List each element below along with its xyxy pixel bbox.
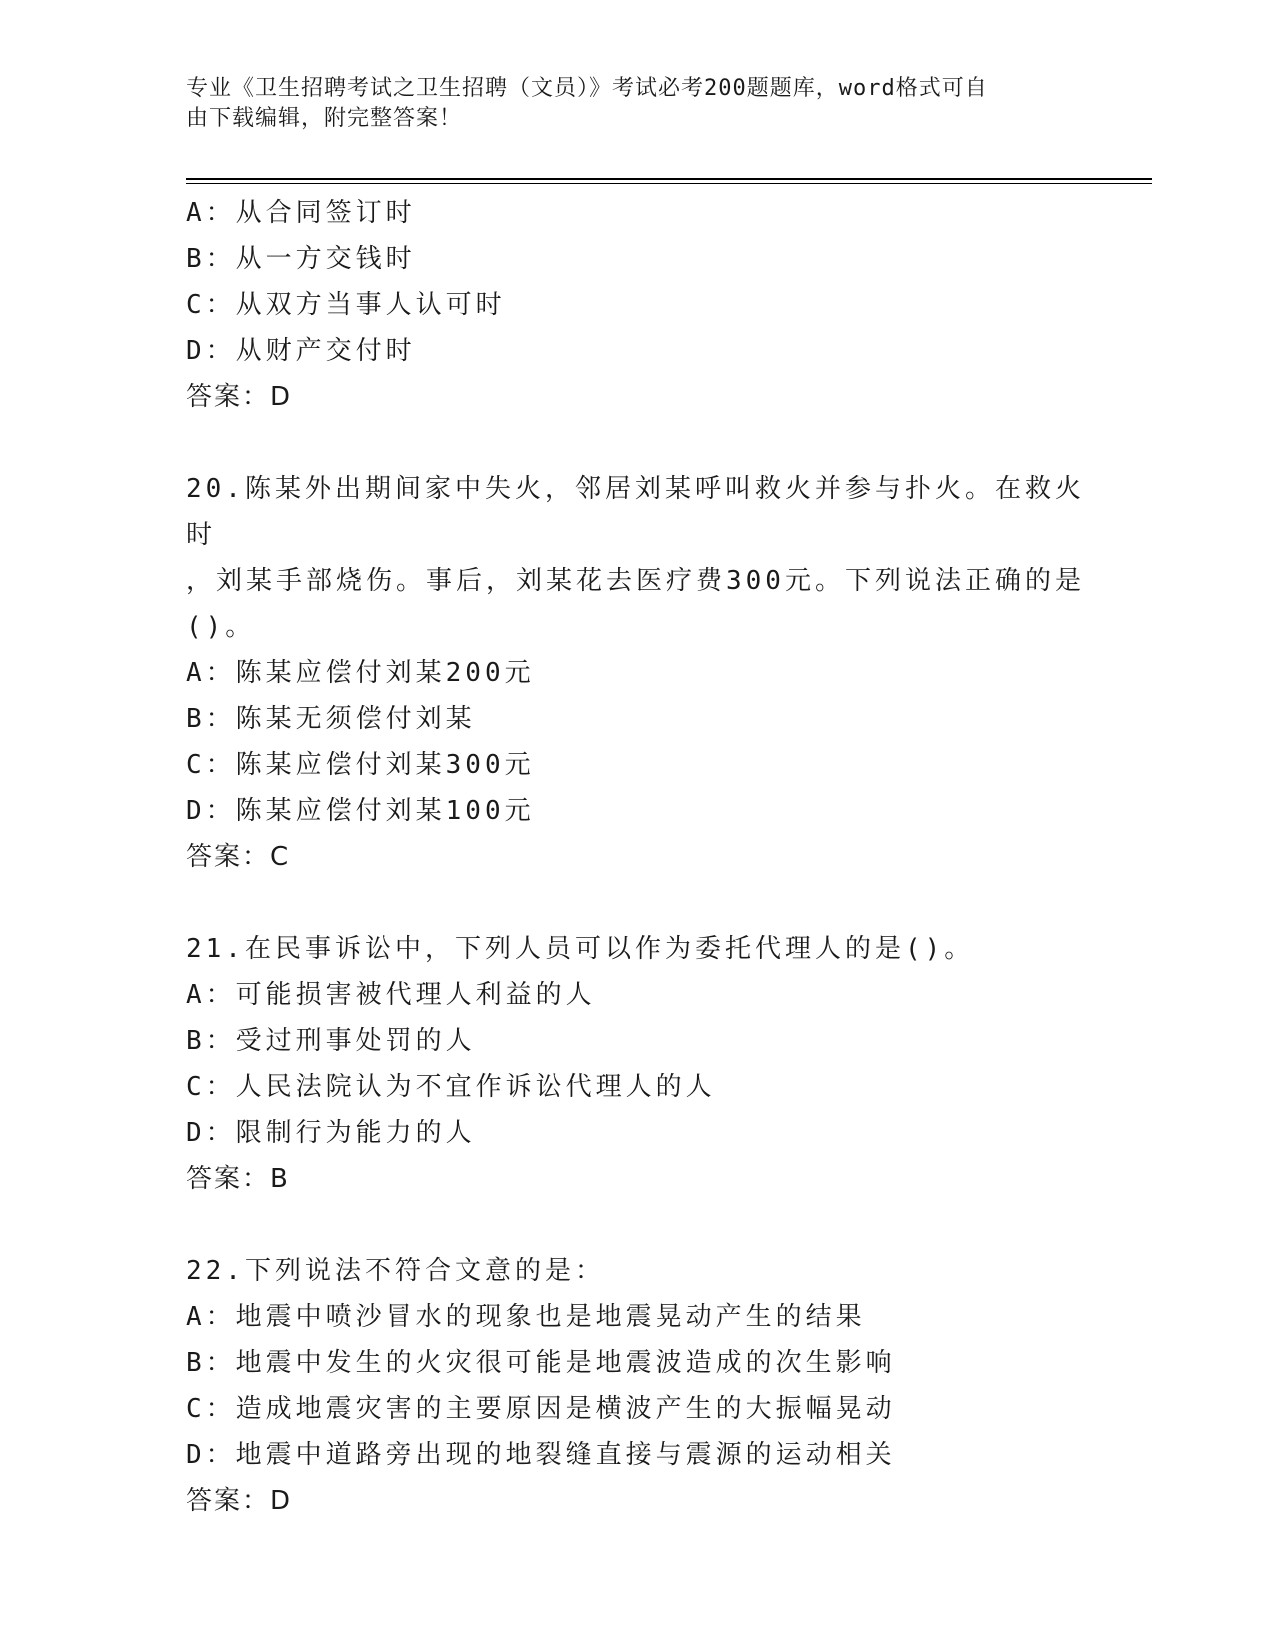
option-a: A：地震中喷沙冒水的现象也是地震晃动产生的结果 xyxy=(186,1302,866,1332)
answer: 答案：D xyxy=(186,382,293,412)
answer: 答案：C xyxy=(186,842,291,872)
spacer xyxy=(186,1202,1106,1248)
answer: 答案：B xyxy=(186,1164,290,1194)
option-b: B：地震中发生的火灾很可能是地震波造成的次生影响 xyxy=(186,1348,896,1378)
stem-line: 22.下列说法不符合文意的是： xyxy=(186,1256,605,1286)
option-a: A：陈某应偿付刘某200元 xyxy=(186,658,535,688)
question-21 xyxy=(186,926,1106,1202)
header-divider-thick xyxy=(186,178,1152,180)
option-b: B：陈某无须偿付刘某 xyxy=(186,704,476,734)
option-d: D：限制行为能力的人 xyxy=(186,1118,476,1148)
stem-line: 21.在民事诉讼中，下列人员可以作为委托代理人的是()。 xyxy=(186,934,975,964)
stem-line: ()。 xyxy=(186,612,256,642)
stem-line: 20.陈某外出期间家中失火，邻居刘某呼叫救火并参与扑火。在救火时 xyxy=(186,474,1085,550)
question-20 xyxy=(186,466,1106,880)
option-d: D：陈某应偿付刘某100元 xyxy=(186,796,535,826)
question-19 xyxy=(186,190,1106,420)
question-list xyxy=(186,190,1106,1524)
spacer xyxy=(186,420,1106,466)
answer: 答案：D xyxy=(186,1486,293,1516)
header-line-2: 由下载编辑，附完整答案！ xyxy=(186,106,463,131)
option-d: D：从财产交付时 xyxy=(186,336,416,366)
stem-line: ，刘某手部烧伤。事后，刘某花去医疗费300元。下列说法正确的是 xyxy=(186,566,1085,596)
document-header xyxy=(186,74,1076,134)
option-d: D：地震中道路旁出现的地裂缝直接与震源的运动相关 xyxy=(186,1440,896,1470)
option-c: C：陈某应偿付刘某300元 xyxy=(186,750,535,780)
question-22 xyxy=(186,1248,1106,1524)
spacer xyxy=(186,880,1106,926)
header-line-1: 专业《卫生招聘考试之卫生招聘（文员）》考试必考200题题库，word格式可自 xyxy=(186,76,988,101)
header-divider-thin xyxy=(186,183,1152,184)
option-b: B：受过刑事处罚的人 xyxy=(186,1026,476,1056)
option-a: A：从合同签订时 xyxy=(186,198,416,228)
question-stem xyxy=(186,466,1106,650)
option-a: A：可能损害被代理人利益的人 xyxy=(186,980,596,1010)
question-stem xyxy=(186,926,1106,972)
option-b: B：从一方交钱时 xyxy=(186,244,416,274)
option-c: C：人民法院认为不宜作诉讼代理人的人 xyxy=(186,1072,716,1102)
option-c: C：造成地震灾害的主要原因是横波产生的大振幅晃动 xyxy=(186,1394,896,1424)
option-c: C：从双方当事人认可时 xyxy=(186,290,506,320)
question-stem xyxy=(186,1248,1106,1294)
